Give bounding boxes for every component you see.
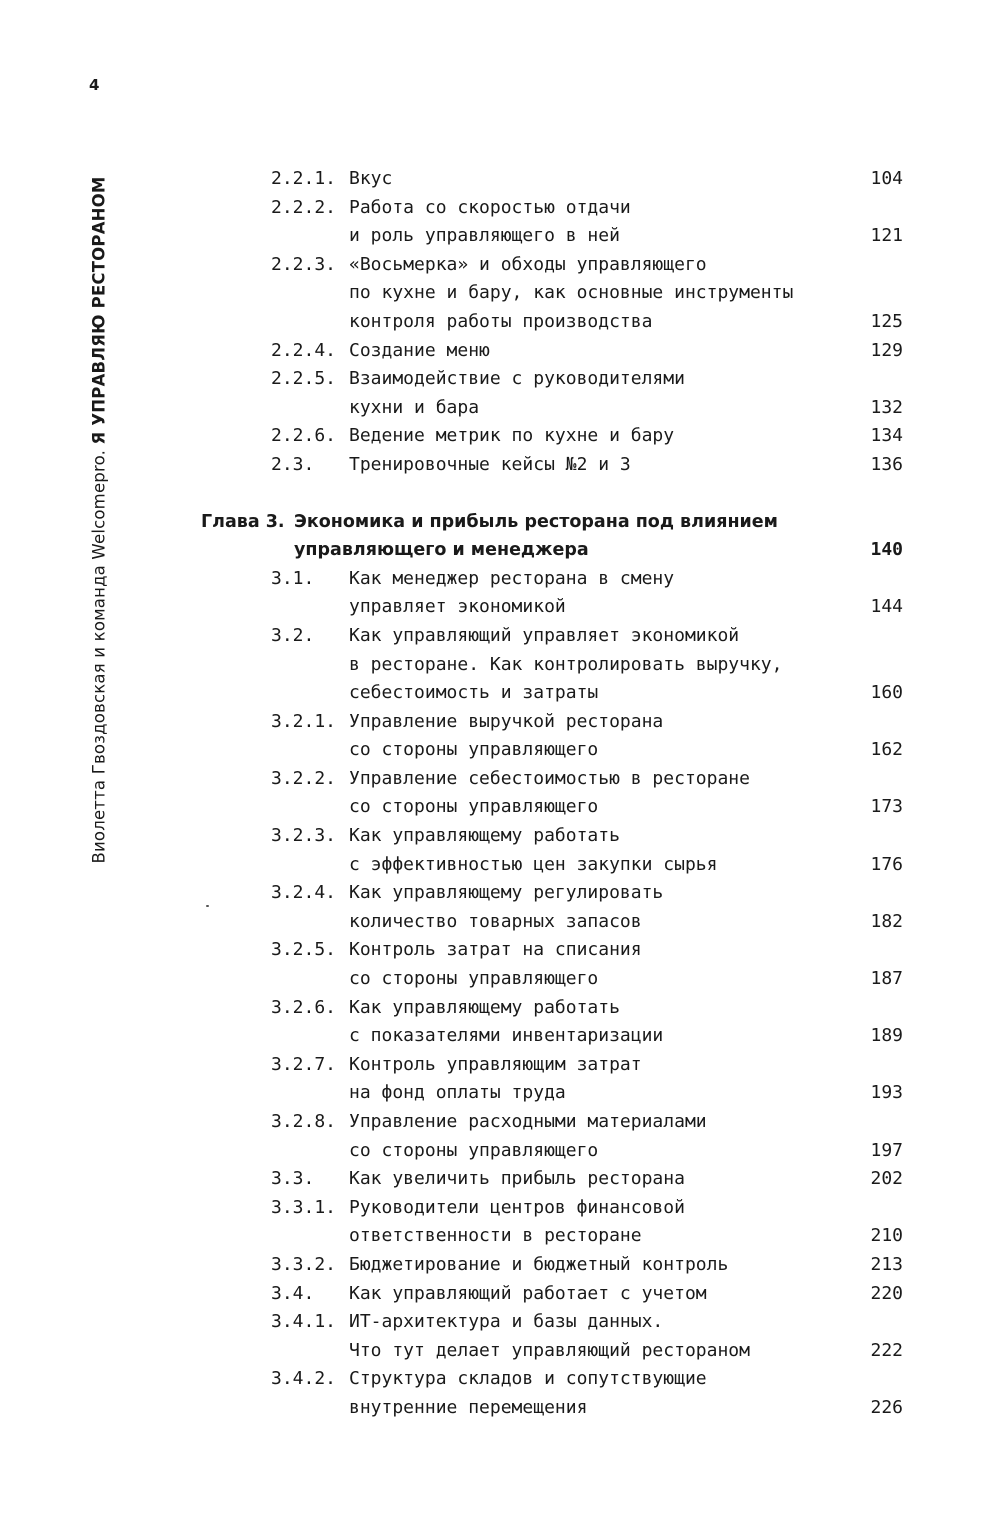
toc-entry-page: 187 <box>870 968 903 990</box>
toc-line <box>0 622 1000 651</box>
toc-entry-title: Контроль управляющим затрат <box>349 1053 642 1075</box>
toc-entry-number: 2.2.5. <box>271 368 337 390</box>
toc-line <box>0 308 1000 337</box>
toc-line <box>0 251 1000 280</box>
toc-line <box>0 651 1000 680</box>
toc-line <box>0 337 1000 366</box>
toc-entry-title: Бюджетирование и бюджетный контроль <box>349 1253 729 1275</box>
toc-entry-title: Взаимодействие с руководителями <box>349 368 685 390</box>
toc-group-chapter-2 <box>0 165 1000 480</box>
toc-entry-page: 210 <box>870 1225 903 1247</box>
toc-line <box>0 1394 1000 1423</box>
toc-entry[interactable] <box>0 1251 1000 1280</box>
toc-entry[interactable] <box>0 565 1000 622</box>
toc-entry-number: 3.2.4. <box>271 882 337 904</box>
toc-line <box>0 994 1000 1023</box>
toc-entry-page: 162 <box>870 739 903 761</box>
toc-entry[interactable] <box>0 994 1000 1051</box>
toc-entry-page: 193 <box>870 1082 903 1104</box>
toc-entry-number: 3.2.1. <box>271 710 337 732</box>
toc-entry-title: и роль управляющего в ней <box>349 225 620 247</box>
toc-entry-title: по кухне и бару, как основные инструменты <box>349 282 794 304</box>
toc-line <box>0 1194 1000 1223</box>
toc-entry-number: 2.3. <box>271 453 315 475</box>
toc-chapter-entry[interactable] <box>0 508 1000 565</box>
toc-entry-number: 3.2.8. <box>271 1111 337 1132</box>
toc-line <box>0 1280 1000 1309</box>
toc-entry-page: 160 <box>870 682 903 704</box>
toc-entry-title: Что тут делает управляющий рестораном <box>349 1339 750 1361</box>
toc-entry[interactable] <box>0 1280 1000 1309</box>
toc-line <box>0 879 1000 908</box>
toc-entry[interactable] <box>0 165 1000 194</box>
toc-entry[interactable] <box>0 1108 1000 1165</box>
toc-entry[interactable] <box>0 194 1000 251</box>
toc-line <box>0 708 1000 737</box>
toc-entry-title: Структура складов и сопутствующие <box>349 1368 707 1390</box>
toc-entry-title: Управление выручкой ресторана <box>349 710 664 732</box>
toc-entry-title: Как управляющий работает с учетом <box>349 1282 707 1304</box>
toc-entry-title: ответственности в ресторане <box>349 1225 642 1247</box>
table-of-contents <box>0 165 1000 1423</box>
toc-entry-number: 3.3. <box>271 1168 315 1190</box>
toc-entry-title: со стороны управляющего <box>349 739 599 761</box>
toc-line <box>0 1108 1000 1137</box>
toc-entry-number: 3.3.2. <box>271 1253 337 1275</box>
toc-entry[interactable] <box>0 879 1000 936</box>
toc-line <box>0 165 1000 194</box>
toc-entry-title: количество товарных запасов <box>349 910 642 932</box>
page-number: 4 <box>89 76 100 94</box>
toc-entry-page: 136 <box>870 453 903 475</box>
toc-entry-title: Создание меню <box>349 339 490 361</box>
toc-entry-number: 2.2.4. <box>271 339 337 361</box>
toc-entry-title: Тренировочные кейсы №2 и 3 <box>349 453 631 475</box>
toc-entry-title: Управление расходными материалами <box>349 1111 707 1132</box>
toc-entry-title: Контроль затрат на списания <box>349 939 642 961</box>
toc-entry-number: 2.2.6. <box>271 425 337 447</box>
running-head-author: Виолетта Гвоздовская и команда Welcomepro. <box>89 449 109 864</box>
toc-entry-title: с показателями инвентаризации <box>349 1025 664 1047</box>
toc-entry-title: со стороны управляющего <box>349 968 599 990</box>
toc-chapter-line <box>0 536 1000 565</box>
toc-entry-title: Как увеличить прибыль ресторана <box>349 1168 685 1190</box>
toc-entry-page: 104 <box>870 168 903 189</box>
toc-entry-number: 3.2.6. <box>271 996 337 1018</box>
toc-line <box>0 793 1000 822</box>
toc-line <box>0 679 1000 708</box>
toc-entry-number: 3.2.3. <box>271 825 337 847</box>
chapter-title: Экономика и прибыль ресторана под влиянием <box>294 511 778 532</box>
toc-line <box>0 1022 1000 1051</box>
toc-entry[interactable] <box>0 622 1000 708</box>
toc-line <box>0 222 1000 251</box>
toc-entry-number: 3.4. <box>271 1282 315 1304</box>
toc-line <box>0 394 1000 423</box>
toc-line <box>0 1222 1000 1251</box>
toc-entry-page: 176 <box>870 853 903 875</box>
toc-line <box>0 422 1000 451</box>
toc-group-chapter-3 <box>0 565 1000 1423</box>
toc-line <box>0 451 1000 480</box>
toc-entry-page: 220 <box>870 1282 903 1304</box>
toc-entry-page: 182 <box>870 910 903 932</box>
toc-line <box>0 851 1000 880</box>
toc-entry-number: 3.2. <box>271 624 315 646</box>
toc-entry[interactable] <box>0 765 1000 822</box>
toc-entry-title: «Восьмерка» и обходы управляющего <box>349 253 707 275</box>
toc-entry-page: 202 <box>870 1168 903 1190</box>
toc-entry-page: 132 <box>870 396 903 418</box>
toc-entry[interactable] <box>0 1308 1000 1365</box>
toc-entry-title: управляет экономикой <box>349 596 566 618</box>
toc-entry-page: 134 <box>870 425 903 447</box>
toc-entry[interactable] <box>0 1194 1000 1251</box>
toc-entry-title: ИТ-архитектура и базы данных. <box>349 1311 664 1333</box>
toc-entry-title: Работа со скоростью отдачи <box>349 196 631 218</box>
toc-line <box>0 365 1000 394</box>
toc-entry[interactable] <box>0 422 1000 451</box>
chapter-page: 140 <box>870 539 903 561</box>
toc-entry-title: Как управляющему регулировать <box>349 882 664 904</box>
toc-line <box>0 908 1000 937</box>
toc-entry[interactable] <box>0 936 1000 993</box>
toc-entry[interactable] <box>0 1365 1000 1422</box>
toc-line <box>0 736 1000 765</box>
toc-entry[interactable] <box>0 1165 1000 1194</box>
toc-entry-title: Ведение метрик по кухне и бару <box>349 425 675 447</box>
toc-entry-number: 3.2.5. <box>271 939 337 961</box>
toc-line <box>0 194 1000 223</box>
toc-entry-page: 121 <box>870 225 903 247</box>
toc-entry-page: 189 <box>870 1025 903 1047</box>
toc-entry-page: 125 <box>870 310 903 332</box>
toc-entry-title: себестоимость и затраты <box>349 682 599 704</box>
toc-line <box>0 1365 1000 1394</box>
chapter-title: управляющего и менеджера <box>294 540 589 561</box>
toc-entry[interactable] <box>0 708 1000 765</box>
toc-line <box>0 1337 1000 1366</box>
toc-entry-title: со стороны управляющего <box>349 796 599 818</box>
toc-entry-title: с эффективностью цен закупки сырья <box>349 853 718 875</box>
toc-entry-page: 213 <box>870 1253 903 1275</box>
toc-entry-page: 226 <box>870 1396 903 1418</box>
toc-entry[interactable] <box>0 451 1000 480</box>
toc-entry-title: Как управляющий управляет экономикой <box>349 624 740 646</box>
toc-entry-page: 173 <box>870 796 903 818</box>
toc-entry[interactable] <box>0 337 1000 366</box>
toc-entry-title: на фонд оплаты труда <box>349 1082 566 1104</box>
chapter-number: Глава 3. <box>201 511 285 532</box>
toc-line <box>0 1308 1000 1337</box>
toc-entry-title: Управление себестоимостью в ресторане <box>349 767 750 789</box>
toc-entry-title: контроля работы производства <box>349 310 653 332</box>
toc-entry-title: кухни и бара <box>349 396 480 418</box>
toc-entry-number: 3.2.2. <box>271 767 337 789</box>
toc-entry-number: 3.4.1. <box>271 1311 337 1333</box>
toc-entry-number: 3.2.7. <box>271 1053 337 1075</box>
toc-entry[interactable] <box>0 365 1000 422</box>
toc-entry-page: 144 <box>870 596 903 618</box>
toc-line <box>0 1079 1000 1108</box>
toc-line <box>0 765 1000 794</box>
toc-entry-number: 2.2.3. <box>271 253 337 275</box>
toc-entry-page: 222 <box>870 1339 903 1361</box>
toc-entry-title: Как менеджер ресторана в смену <box>349 567 675 589</box>
toc-line <box>0 1051 1000 1080</box>
toc-entry[interactable] <box>0 822 1000 879</box>
toc-entry-title: Как управляющему работать <box>349 996 620 1018</box>
toc-entry-page: 197 <box>870 1139 903 1161</box>
toc-line <box>0 1251 1000 1280</box>
toc-entry-number: 2.2.2. <box>271 196 337 218</box>
toc-line <box>0 936 1000 965</box>
toc-line <box>0 1165 1000 1194</box>
toc-entry-title: Руководители центров финансовой <box>349 1196 685 1218</box>
toc-line <box>0 1137 1000 1166</box>
toc-entry-number: 3.1. <box>271 567 315 589</box>
toc-entry-title: Вкус <box>349 168 393 189</box>
toc-entry-title: внутренние перемещения <box>349 1396 588 1418</box>
toc-entry-number: 2.2.1. <box>271 168 337 189</box>
toc-line <box>0 822 1000 851</box>
toc-entry-title: в ресторане. Как контролировать выручку, <box>349 653 783 675</box>
toc-line <box>0 593 1000 622</box>
toc-entry-title: Как управляющему работать <box>349 825 620 847</box>
running-head-title: Я УПРАВЛЯЮ РЕСТОРАНОМ <box>89 176 109 445</box>
toc-line <box>0 279 1000 308</box>
toc-entry-title: со стороны управляющего <box>349 1139 599 1161</box>
toc-entry-page: 129 <box>870 339 903 361</box>
toc-chapter-line <box>0 508 1000 537</box>
toc-entry-number: 3.3.1. <box>271 1196 337 1218</box>
toc-entry[interactable] <box>0 1051 1000 1108</box>
toc-line <box>0 965 1000 994</box>
toc-line <box>0 565 1000 594</box>
toc-entry[interactable] <box>0 251 1000 337</box>
toc-entry-number: 3.4.2. <box>271 1368 337 1390</box>
